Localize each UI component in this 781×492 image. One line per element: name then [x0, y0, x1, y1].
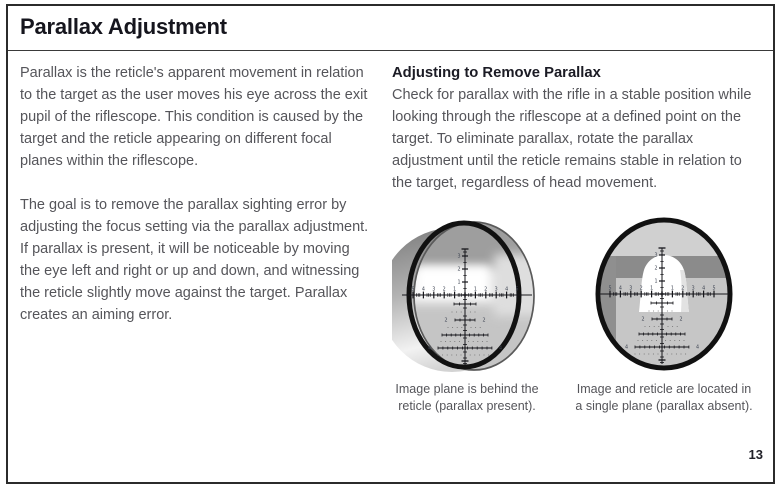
paragraph-parallax-goal: The goal is to remove the parallax sighting error by adjusting the focus setting via the parallax adjustment. If parallax is present, it will be noticeable by moving the eye left and right or up and down, and witnessing the reticle slightly move against the target. Parallax creates an aiming error.: [20, 197, 369, 323]
adjusting-column: [392, 62, 761, 415]
svg-text:5: 5: [712, 286, 716, 292]
caption-line: a single plane (parallax absent).: [575, 399, 753, 413]
svg-text:4: 4: [702, 286, 706, 292]
title-divider: [8, 50, 773, 51]
figure-parallax-present: [392, 216, 542, 415]
svg-text:4: 4: [618, 286, 622, 292]
page-title: Parallax Adjustment: [20, 14, 227, 39]
svg-text:4: 4: [696, 345, 700, 351]
paragraph-adjusting-instructions: Check for parallax with the rifle in a stable position while looking through the riflescope at a defined point on the target. To eliminate parallax, rotate the parallax adjustment until the reticle remains stable in relation to the target, regardless of head movement.: [392, 87, 752, 191]
page-frame: [6, 4, 775, 484]
svg-text:1: 1: [453, 287, 457, 293]
svg-text:4: 4: [421, 287, 425, 293]
svg-text:3: 3: [457, 254, 461, 260]
scope-illustration-parallax-absent: [589, 216, 739, 374]
svg-text:5: 5: [608, 286, 612, 292]
svg-text:3: 3: [654, 253, 658, 259]
svg-text:2: 2: [457, 267, 461, 273]
svg-text:4: 4: [499, 346, 503, 352]
content-columns: [20, 62, 761, 415]
caption-line: Image and reticle are located in: [576, 382, 752, 396]
svg-text:1: 1: [473, 287, 477, 293]
svg-text:1: 1: [670, 286, 674, 292]
svg-text:1: 1: [654, 279, 658, 285]
svg-text:4: 4: [624, 345, 628, 351]
svg-text:3: 3: [432, 287, 436, 293]
figure-caption: [365, 381, 569, 415]
svg-text:4: 4: [505, 287, 509, 293]
figure-caption: [562, 381, 766, 415]
caption-line: reticle (parallax present).: [398, 399, 536, 413]
caption-line: Image plane is behind the: [395, 382, 539, 396]
scope-illustration-parallax-present: [392, 216, 542, 374]
svg-text:3: 3: [494, 287, 498, 293]
svg-text:3: 3: [629, 286, 633, 292]
svg-text:4: 4: [427, 346, 431, 352]
svg-text:1: 1: [650, 286, 654, 292]
svg-text:2: 2: [654, 266, 658, 272]
svg-text:2: 2: [484, 287, 488, 293]
svg-text:2: 2: [482, 318, 486, 324]
svg-text:2: 2: [639, 286, 643, 292]
svg-text:2: 2: [681, 286, 685, 292]
svg-text:2: 2: [679, 317, 683, 323]
svg-text:1: 1: [457, 280, 461, 286]
paragraph-parallax-definition: Parallax is the reticle's apparent movement in relation to the target as the user moves his eye across the exit pupil of the riflescope. This condition is caused by the target and the reticle appearing on different focal planes within the riflescope.: [20, 65, 368, 169]
section-heading: Adjusting to Remove Parallax: [392, 65, 601, 81]
svg-text:2: 2: [641, 317, 645, 323]
figure-row: [392, 216, 761, 415]
intro-column: [20, 62, 372, 415]
figure-parallax-absent: [575, 216, 753, 415]
svg-text:2: 2: [442, 287, 446, 293]
page-number: 13: [748, 447, 763, 462]
svg-text:5: 5: [515, 287, 519, 293]
svg-text:3: 3: [691, 286, 695, 292]
svg-text:5: 5: [411, 287, 415, 293]
focused-target-image: [589, 216, 739, 374]
svg-text:2: 2: [444, 318, 448, 324]
